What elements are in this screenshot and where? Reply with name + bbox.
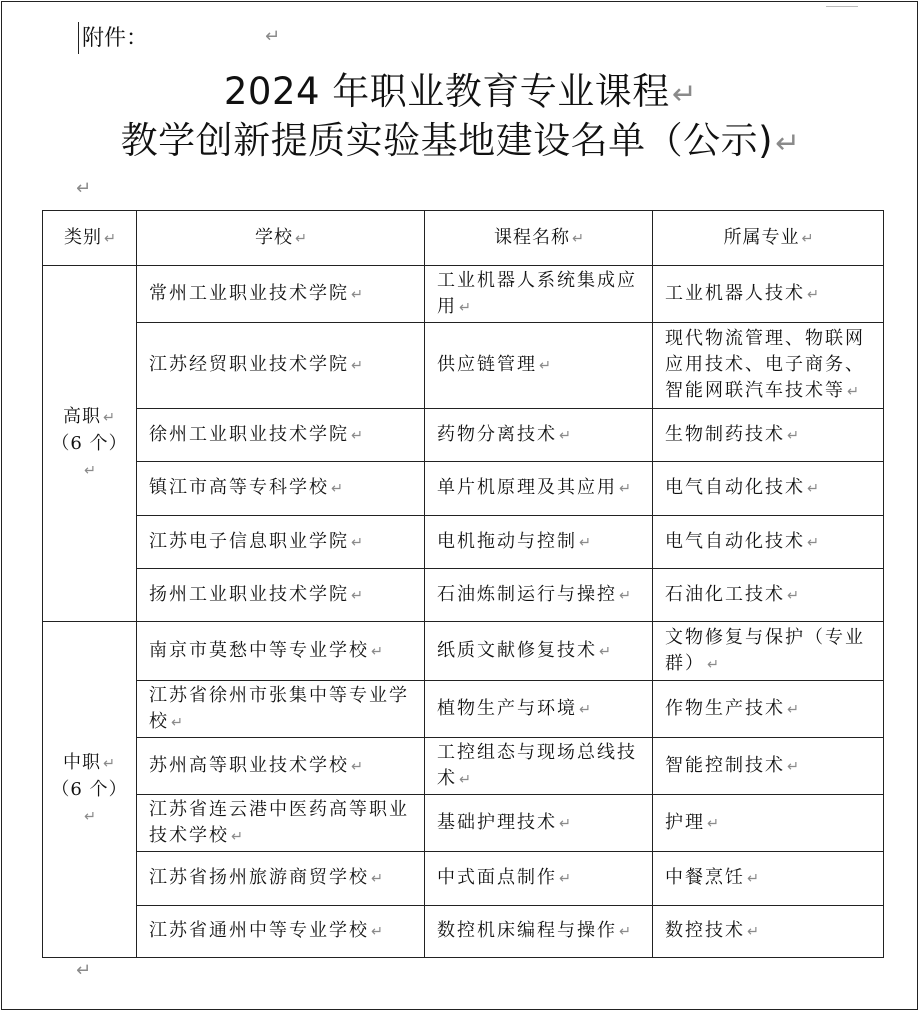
cell-mark-icon: ↵ [103, 230, 118, 247]
course-cell[interactable]: 中式面点制作 ↵ [425, 852, 653, 906]
cell-mark-icon: ↵ [787, 701, 802, 718]
cell-mark-icon: ↵ [351, 286, 366, 303]
text-cursor [78, 22, 79, 54]
cell-mark-icon: ↵ [747, 871, 762, 887]
cell-mark-icon: ↵ [102, 409, 117, 426]
course-cell[interactable]: 石油炼制运行与操控 ↵ [425, 569, 653, 622]
cell-mark-icon: ↵ [83, 808, 98, 825]
table-row [43, 795, 884, 852]
school-cell[interactable]: 扬州工业职业技术学院 ↵ [137, 569, 425, 622]
course-cell[interactable]: 数控机床编程与操作 ↵ [425, 906, 653, 958]
cell-mark-icon: ↵ [231, 828, 246, 845]
cell-mark-icon: ↵ [807, 481, 822, 497]
school-cell[interactable]: 南京市莫愁中等专业学校 ↵ [137, 622, 425, 681]
table-row [43, 266, 884, 323]
table-row [43, 569, 884, 622]
major-cell[interactable]: 数控技术 ↵ [653, 906, 884, 958]
major-cell[interactable]: 智能控制技术 ↵ [653, 738, 884, 795]
major-cell[interactable]: 现代物流管理、物联网应用技术、电子商务、智能网联汽车技术等 ↵ [653, 323, 884, 409]
table-row [43, 852, 884, 906]
major-cell[interactable]: 中餐烹饪 ↵ [653, 852, 884, 906]
course-cell[interactable]: 纸质文献修复技术 ↵ [425, 622, 653, 681]
base-list-table [42, 210, 884, 958]
cell-mark-icon: ↵ [599, 643, 614, 660]
paragraph-mark-icon: ↵ [76, 960, 92, 981]
document-title-line-1[interactable]: 2024 年职业教育专业课程↵ [223, 70, 698, 113]
cell-mark-icon: ↵ [559, 871, 574, 887]
header-school[interactable]: 学校 ↵ [137, 211, 425, 266]
cell-mark-icon: ↵ [351, 587, 366, 604]
course-cell[interactable]: 基础护理技术 ↵ [425, 795, 653, 852]
cell-mark-icon: ↵ [579, 534, 594, 551]
course-cell[interactable]: 电机拖动与控制 ↵ [425, 516, 653, 569]
cell-mark-icon: ↵ [171, 714, 186, 731]
school-cell[interactable]: 江苏省扬州旅游商贸学校 ↵ [137, 852, 425, 906]
cell-mark-icon: ↵ [351, 358, 366, 374]
cell-mark-icon: ↵ [351, 427, 366, 444]
school-cell[interactable]: 江苏省通州中等专业学校 ↵ [137, 906, 425, 958]
paragraph-mark-icon: ↵ [76, 178, 92, 199]
cell-mark-icon: ↵ [787, 758, 802, 775]
header-major[interactable]: 所属专业 ↵ [653, 211, 884, 266]
major-cell[interactable]: 石油化工技术 ↵ [653, 569, 884, 622]
major-cell[interactable]: 工业机器人技术 ↵ [653, 266, 884, 323]
paragraph-mark-icon: ↵ [671, 77, 698, 111]
table-row [43, 622, 884, 681]
major-cell[interactable]: 护理 ↵ [653, 795, 884, 852]
cell-mark-icon: ↵ [619, 587, 634, 604]
cell-mark-icon: ↵ [619, 924, 634, 940]
cell-mark-icon: ↵ [371, 924, 386, 940]
paragraph-mark-icon: ↵ [775, 126, 801, 160]
table-row [43, 738, 884, 795]
cell-mark-icon: ↵ [559, 815, 574, 832]
cell-mark-icon: ↵ [351, 534, 366, 551]
major-cell[interactable]: 电气自动化技术 ↵ [653, 516, 884, 569]
major-cell[interactable]: 电气自动化技术 ↵ [653, 462, 884, 516]
cell-mark-icon: ↵ [559, 427, 574, 444]
cell-mark-icon: ↵ [371, 643, 386, 660]
cell-mark-icon: ↵ [371, 871, 386, 887]
attachment-label[interactable]: 附件： [82, 26, 149, 51]
cell-mark-icon: ↵ [331, 481, 346, 497]
cell-mark-icon: ↵ [747, 924, 762, 940]
course-cell[interactable]: 植物生产与环境 ↵ [425, 681, 653, 738]
course-cell[interactable]: 工控组态与现场总线技术 ↵ [425, 738, 653, 795]
category-cell-higher-vocational[interactable]: 高职 ↵ （6 个）↵ [43, 266, 137, 622]
course-cell[interactable]: 药物分离技术 ↵ [425, 409, 653, 462]
school-cell[interactable]: 江苏电子信息职业学院 ↵ [137, 516, 425, 569]
cell-mark-icon: ↵ [619, 481, 634, 497]
category-cell-secondary-vocational[interactable]: 中职 ↵ （6 个）↵ [43, 622, 137, 958]
cell-mark-icon: ↵ [787, 427, 802, 444]
header-course[interactable]: 课程名称 ↵ [425, 211, 653, 266]
school-cell[interactable]: 镇江市高等专科学校 ↵ [137, 462, 425, 516]
cell-mark-icon: ↵ [707, 815, 722, 832]
table-row [43, 462, 884, 516]
course-cell[interactable]: 工业机器人系统集成应用 ↵ [425, 266, 653, 323]
major-cell[interactable]: 文物修复与保护（专业群） ↵ [653, 622, 884, 681]
table-row [43, 906, 884, 958]
school-cell[interactable]: 江苏省徐州市张集中等专业学校 ↵ [137, 681, 425, 738]
document-title-line-2[interactable]: 教学创新提质实验基地建设名单（公示)↵ [120, 119, 801, 162]
table-row [43, 681, 884, 738]
cell-mark-icon: ↵ [83, 462, 98, 479]
major-cell[interactable]: 作物生产技术 ↵ [653, 681, 884, 738]
course-cell[interactable]: 供应链管理 ↵ [425, 323, 653, 409]
cell-mark-icon: ↵ [807, 286, 822, 303]
cell-mark-icon: ↵ [571, 230, 586, 247]
cell-mark-icon: ↵ [807, 534, 822, 551]
school-cell[interactable]: 江苏经贸职业技术学院 ↵ [137, 323, 425, 409]
cell-mark-icon: ↵ [459, 771, 474, 788]
cell-mark-icon: ↵ [707, 656, 722, 673]
cell-mark-icon: ↵ [102, 755, 117, 772]
cell-mark-icon: ↵ [351, 758, 366, 775]
table-row [43, 516, 884, 569]
major-cell[interactable]: 生物制药技术 ↵ [653, 409, 884, 462]
school-cell[interactable]: 徐州工业职业技术学院 ↵ [137, 409, 425, 462]
cell-mark-icon: ↵ [787, 587, 802, 604]
cell-mark-icon: ↵ [847, 384, 862, 400]
table-row [43, 409, 884, 462]
page-corner-mark [826, 0, 858, 7]
table-row [43, 323, 884, 409]
cell-mark-icon: ↵ [294, 230, 309, 247]
cell-mark-icon: ↵ [459, 299, 474, 316]
header-category[interactable]: 类别 ↵ [43, 211, 137, 266]
school-cell[interactable]: 苏州高等职业技术学校 ↵ [137, 738, 425, 795]
school-cell[interactable]: 江苏省连云港中医药高等职业技术学校 ↵ [137, 795, 425, 852]
cell-mark-icon: ↵ [539, 358, 554, 374]
cell-mark-icon: ↵ [801, 230, 815, 247]
cell-mark-icon: ↵ [579, 701, 594, 718]
school-cell[interactable]: 常州工业职业技术学院 ↵ [137, 266, 425, 323]
course-cell[interactable]: 单片机原理及其应用 ↵ [425, 462, 653, 516]
paragraph-mark-icon: ↵ [265, 26, 281, 47]
